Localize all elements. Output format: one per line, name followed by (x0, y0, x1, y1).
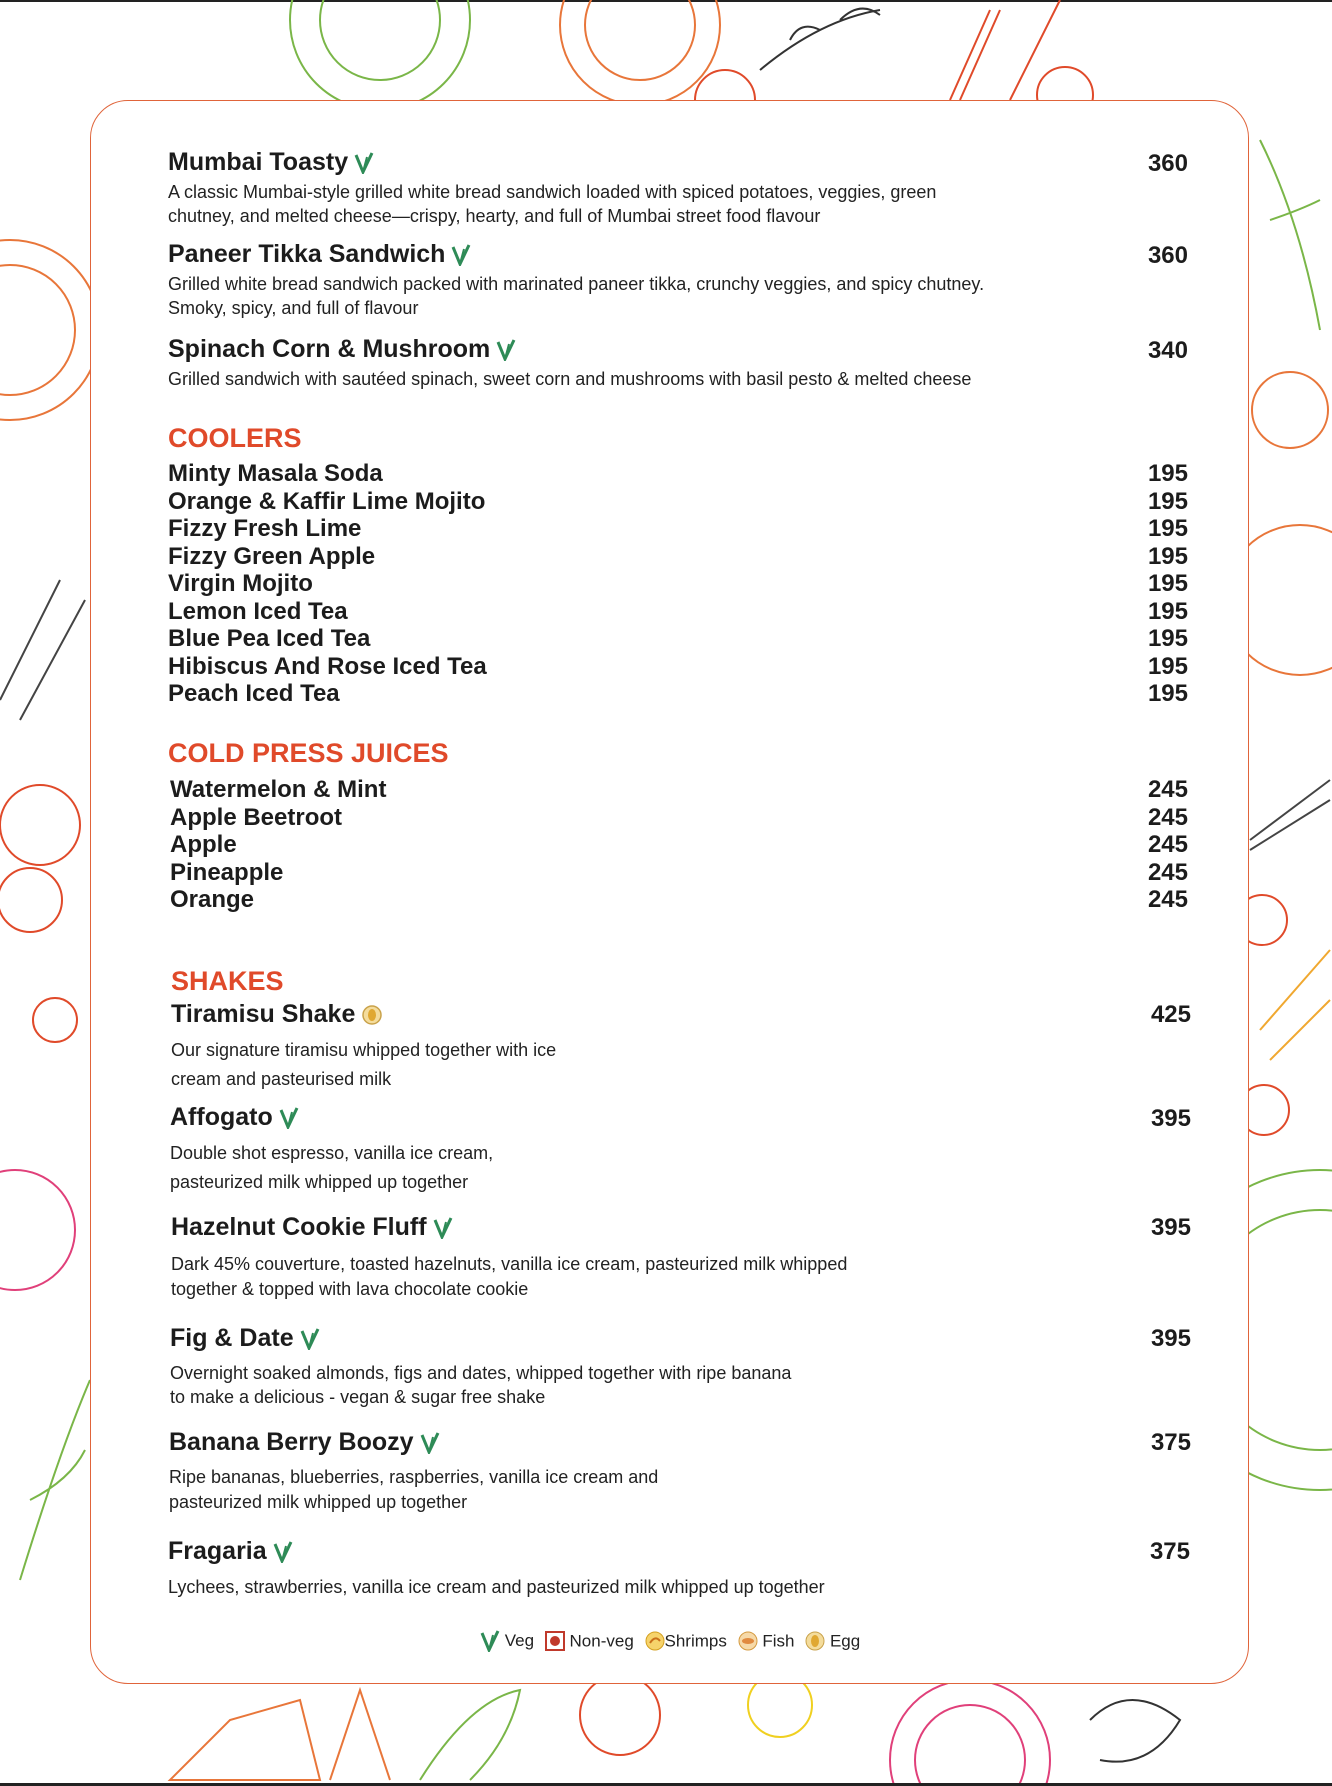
section-title-juices: COLD PRESS JUICES (168, 738, 449, 768)
menu-item-price: 395 (1150, 1214, 1191, 1241)
legend-egg-label: Egg (829, 1631, 861, 1651)
veg-icon (273, 1541, 293, 1563)
item-name: Lemon Iced Tea (168, 597, 348, 625)
item-price: 245 (1147, 776, 1188, 803)
list-item (170, 804, 1188, 831)
menu-item-description: pasteurized milk whipped up together (169, 1492, 468, 1512)
item-price: 195 (1147, 597, 1188, 625)
menu-item-title: Affogato (170, 1103, 299, 1132)
item-price: 195 (1147, 460, 1188, 487)
item-price: 195 (1147, 652, 1188, 680)
menu-item-description: Smoky, spicy, and full of flavour (168, 298, 419, 318)
list-item (168, 625, 1188, 652)
list-item (168, 543, 1188, 570)
menu-item-description: Grilled sandwich with sautéed spinach, sweet corn and mushrooms with basil pesto & melted cheese (168, 369, 972, 389)
veg-icon (480, 1630, 500, 1652)
menu-item-description: Grilled white bread sandwich packed with marinated paneer tikka, crunchy veggies, and spicy chutney. (168, 274, 985, 294)
item-price: 195 (1147, 515, 1188, 542)
menu-item-description: Ripe bananas, blueberries, raspberries, vanilla ice cream and (169, 1467, 659, 1487)
list-item (170, 859, 1188, 886)
menu-item-description: Lychees, strawberries, vanilla ice cream and pasteurized milk whipped up together (168, 1577, 825, 1597)
item-name: Minty Masala Soda (168, 460, 383, 487)
veg-icon (496, 339, 516, 361)
legend-nonveg-label: Non-veg (569, 1631, 634, 1651)
menu-item-description: Dark 45% couverture, toasted hazelnuts, vanilla ice cream, pasteurized milk whipped (171, 1254, 848, 1274)
list-item (168, 488, 1188, 515)
menu-item-description: together & topped with lava chocolate cookie (171, 1279, 529, 1299)
veg-icon (300, 1328, 320, 1350)
cutlery-illustration (0, 580, 85, 720)
list-item (170, 886, 1188, 913)
pizza-illustration (0, 240, 100, 420)
menu-item-title: Mumbai Toasty (168, 148, 374, 177)
non-veg-icon (545, 1631, 565, 1651)
menu-item-title: Fragaria (168, 1537, 293, 1566)
cheese-illustration (170, 1700, 320, 1780)
menu-item-description: cream and pasteurised milk (171, 1069, 392, 1089)
list-item (170, 776, 1188, 803)
list-item (168, 653, 1188, 680)
legend-shrimps-label: Shrimps (664, 1631, 727, 1651)
item-name: Watermelon & Mint (170, 776, 387, 803)
list-item (170, 831, 1188, 858)
item-price: 195 (1147, 570, 1188, 597)
list-item (168, 570, 1188, 597)
menu-item-price: 340 (1147, 337, 1188, 364)
menu-item-price: 375 (1149, 1538, 1190, 1565)
menu-item-title: Fig & Date (170, 1324, 320, 1353)
menu-item-price: 395 (1150, 1105, 1191, 1132)
list-item (168, 598, 1188, 625)
item-name: Apple Beetroot (170, 803, 343, 831)
menu-item-price: 375 (1150, 1429, 1191, 1456)
diet-legend (480, 1630, 866, 1652)
item-price: 245 (1147, 858, 1188, 886)
veg-icon (279, 1107, 299, 1129)
menu-item-description: chutney, and melted cheese—crispy, hearty, and full of Mumbai street food flavour (168, 206, 821, 226)
list-item (168, 680, 1188, 707)
item-name: Fizzy Fresh Lime (168, 515, 362, 542)
item-price: 245 (1147, 803, 1188, 831)
menu-item-price: 425 (1150, 1001, 1191, 1028)
veg-icon (420, 1432, 440, 1454)
menu-item-description: pasteurized milk whipped up together (170, 1172, 469, 1192)
item-price: 245 (1147, 831, 1188, 858)
item-price: 195 (1147, 487, 1188, 515)
menu-item-description: A classic Mumbai-style grilled white bread sandwich loaded with spiced potatoes, veggies, green (168, 182, 937, 202)
item-name: Orange (170, 886, 255, 913)
veg-icon (354, 152, 374, 174)
menu-item-price: 395 (1150, 1325, 1191, 1352)
menu-item-description: Double shot espresso, vanilla ice cream, (170, 1143, 494, 1163)
item-name: Peach Iced Tea (168, 680, 340, 707)
item-price: 195 (1147, 542, 1188, 570)
menu-item-price: 360 (1147, 150, 1188, 177)
egg-icon (361, 1004, 383, 1026)
salad-bowl-illustration (290, 0, 470, 110)
item-price: 195 (1147, 680, 1188, 707)
menu-item-description: Overnight soaked almonds, figs and dates, whipped together with ripe banana (170, 1363, 792, 1383)
veg-icon (451, 244, 471, 266)
menu-item-title: Hazelnut Cookie Fluff (171, 1213, 453, 1242)
menu-item-description: Our signature tiramisu whipped together with ice (171, 1040, 557, 1060)
item-name: Pineapple (170, 858, 284, 886)
menu-item-description: to make a delicious - vegan & sugar free shake (170, 1387, 546, 1407)
menu-item-title: Spinach Corn & Mushroom (168, 335, 516, 364)
veg-icon (433, 1217, 453, 1239)
list-item (168, 460, 1188, 487)
item-name: Blue Pea Iced Tea (168, 625, 371, 652)
section-title-coolers: COOLERS (168, 423, 302, 453)
item-name: Hibiscus And Rose Iced Tea (168, 652, 487, 680)
section-title-shakes: SHAKES (171, 966, 284, 996)
item-price: 245 (1147, 886, 1188, 913)
item-name: Orange & Kaffir Lime Mojito (168, 487, 486, 515)
legend-fish-label: Fish (762, 1631, 795, 1651)
item-price: 195 (1147, 625, 1188, 652)
shrimps-icon (645, 1631, 665, 1651)
menu-item-title: Banana Berry Boozy (169, 1428, 440, 1457)
menu-item-title: Tiramisu Shake (171, 1000, 383, 1029)
fish-icon (738, 1631, 758, 1651)
item-name: Virgin Mojito (168, 570, 313, 597)
item-name: Fizzy Green Apple (168, 542, 376, 570)
list-item (168, 515, 1188, 542)
item-name: Apple (170, 831, 237, 858)
menu-item-title: Paneer Tikka Sandwich (168, 240, 471, 269)
legend-veg-label: Veg (504, 1631, 535, 1650)
egg-icon (805, 1631, 825, 1651)
menu-item-price: 360 (1147, 242, 1188, 269)
